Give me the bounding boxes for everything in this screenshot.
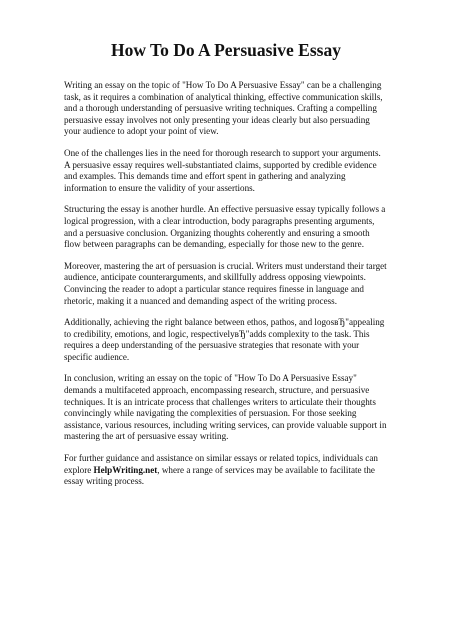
closing-text-after: , where a range of services may be available to facilitate the essay writing process. — [64, 464, 375, 487]
paragraph-structure: Structuring the essay is another hurdle. An effective persuasive essay typically follows a logical progression, with a clear introduction, body paragraphs presenting arguments, and a persuasive conclusion. Organizing thoughts coherently and ensuring a smooth flow between paragraphs can be demanding, especially for those new to the genre. — [64, 204, 386, 250]
helpwriting-link[interactable]: HelpWriting.net — [93, 464, 158, 475]
closing-text-before: For further guidance and assistance on similar essays or related topics, individuals can explore — [64, 453, 378, 475]
paragraph-intro: Writing an essay on the topic of "How To Do A Persuasive Essay" can be a challenging task, as it requires a combination of analytical thinking, effective communication skills, and a thorough understanding of persuasive writing techniques. Crafting a compelling persuasive essay involves not only presenting your ideas clearly but also persuading your audience to adopt your point of view. — [64, 80, 383, 137]
paragraph-conclusion: In conclusion, writing an essay on the topic of "How To Do A Persuasive Essay" demands a multifaceted approach, encompassing research, structure, and persuasive techniques. It is an intricate process that challenges writers to articulate their thoughts convincingly while navigating the complexities of persuasion. For those seeking assistance, various resources, including writing services, can provide valuable support in mastering the art of persuasive essay writing. — [64, 373, 387, 442]
page-title: How To Do A Persuasive Essay — [111, 40, 341, 60]
paragraph-persuasion: Moreover, mastering the art of persuasion is crucial. Writers must understand their target audience, anticipate counterarguments, and skillfully address opposing viewpoints. Convincing the reader to adopt a particular stance requires finesse in language and rhetoric, making it a nuanced and demanding aspect of the writing process. — [64, 260, 387, 306]
paragraph-ethos-pathos-logos: Additionally, achieving the right balance between ethos, pathos, and logosвЂ"appealing to credibility, emotions, and logic, respectivelyвЂ"adds complexity to the task. This requires a deep understanding of the persuasive strategies that resonate with your specific audience. — [64, 317, 385, 362]
paragraph-closing — [64, 453, 388, 488]
paragraph-research: One of the challenges lies in the need for thorough research to support your arguments. A persuasive essay requires well-substantiated claims, supported by credible evidence and examples. This demands time and effort spent in gathering and analyzing information to ensure the validity of your assertions. — [64, 147, 381, 193]
